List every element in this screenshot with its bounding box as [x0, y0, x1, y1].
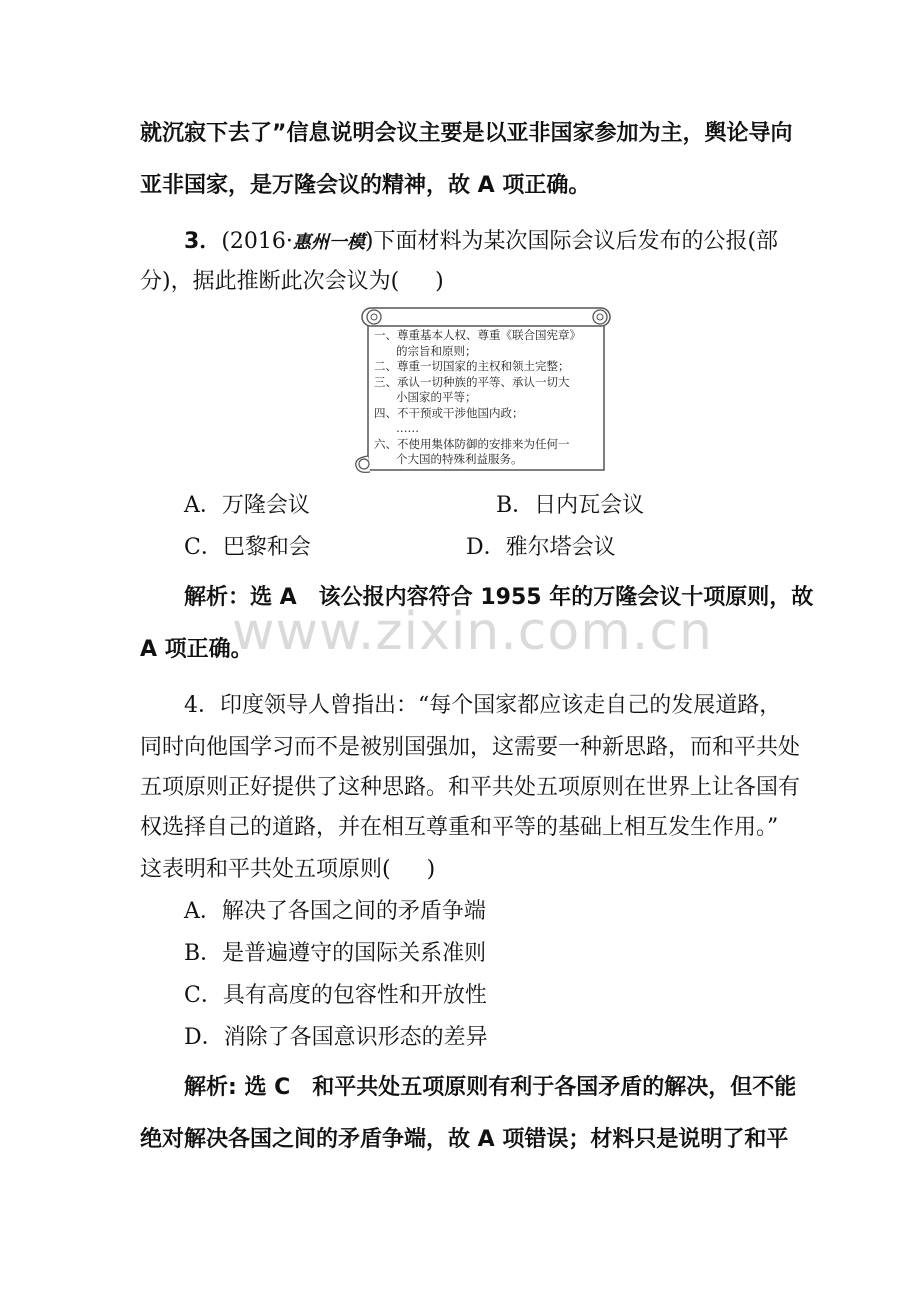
- bulletin-line: 六、不使用集体防御的安排来为任何一: [374, 436, 570, 451]
- question-3-paren-close: ): [435, 269, 444, 294]
- question-3-stem-line-2: [140, 268, 444, 296]
- question-3-stem-text: 分)，据此推断此次会议为(: [140, 269, 400, 294]
- question-4-option-d: D．消除了各国意识形态的差异: [184, 1025, 488, 1050]
- bulletin-line: 一、尊重基本人权、尊重《联合国宪章》: [374, 328, 581, 342]
- question-4-paren-close: ): [426, 857, 436, 882]
- bulletin-text: [374, 328, 602, 468]
- option-a: A．万隆会议: [184, 493, 310, 518]
- bulletin-line: 二、尊重一切国家的主权和领土完整；: [374, 359, 570, 373]
- question-3-source-name: 惠州一模: [292, 232, 365, 253]
- question-3-source-open: (2016·: [221, 229, 293, 254]
- question-3-stem: [184, 228, 778, 257]
- bulletin-line: 三、承认一切种族的平等、承认一切大: [374, 374, 570, 389]
- question-3-analysis-line-1: 解析：选 A 该公报内容符合 1955 年的万隆会议十项原则，故: [184, 585, 814, 610]
- intro-line-2: 亚非国家，是万隆会议的精神，故 A 项正确。: [140, 173, 591, 198]
- bulletin-line: ……: [396, 421, 419, 435]
- question-3-number: 3．: [184, 229, 222, 254]
- option-d: D．雅尔塔会议: [466, 535, 616, 560]
- question-4-analysis-line-2: 绝对解决各国之间的矛盾争端，故 A 项错误；材料只是说明了和平: [140, 1127, 789, 1152]
- question-4-line-5: [140, 856, 435, 884]
- option-b: B．日内瓦会议: [496, 493, 645, 518]
- option-c: C．巴黎和会: [184, 535, 311, 560]
- bulletin-line: 小国家的平等；: [396, 390, 477, 404]
- question-4-option-b: B．是普遍遵守的国际关系准则: [184, 941, 487, 966]
- intro-line-1: 就沉寂下去了”信息说明会议主要是以亚非国家参加为主，舆论导向: [140, 121, 793, 146]
- question-4-line-1: 4．印度领导人曾指出：“每个国家都应该走自己的发展道路，: [184, 693, 782, 718]
- question-4-stem-text: 这表明和平共处五项原则(: [140, 857, 391, 882]
- bulletin-line: 的宗旨和原则；: [396, 343, 477, 358]
- bulletin-scroll-image: [352, 306, 612, 478]
- question-4-line-3: 五项原则正好提供了这种思路。和平共处五项原则在世界上让各国有: [140, 775, 801, 800]
- question-4-option-c: C．具有高度的包容性和开放性: [184, 983, 487, 1008]
- question-4-analysis-line-1: 解析: 选 C 和平共处五项原则有利于各国矛盾的解决，但不能: [184, 1075, 797, 1100]
- question-4-line-2: 同时向他国学习而不是被别国强加，这需要一种新思路，而和平共处: [140, 735, 801, 760]
- bulletin-line: 四、不干预或干涉他国内政；: [374, 405, 524, 420]
- question-3-stem-line-1: )下面材料为某次国际会议后发布的公报(部: [364, 229, 779, 254]
- question-4-line-4: 权选择自己的道路，并在相互尊重和平等的基础上相互发生作用。”: [140, 815, 779, 840]
- bulletin-line: 个大国的特殊利益服务。: [396, 452, 523, 466]
- watermark: www.zixin.com.cn: [232, 602, 713, 662]
- question-3-analysis-line-2: A 项正确。: [140, 637, 253, 662]
- question-4-option-a: A．解决了各国之间的矛盾争端: [184, 899, 486, 924]
